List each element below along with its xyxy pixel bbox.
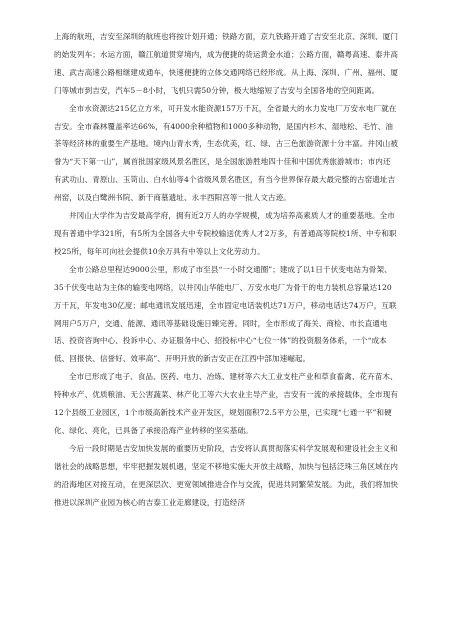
paragraph-resources: 全市水资源达215亿立方米，可开发水能资源157万千瓦，全省最大的水力发电厂万安水电厂就在吉安。全市森林覆盖率达66%，有4000余种植物和1000多种动物，是国内杉木、湿地松、毛竹、油茶等经济林的重要生产基地。境内山青水秀，生态优美，红、绿、古三色旅游资源十分丰富。井冈山被誉为“天下第一山”，属首批国家级风景名胜区，是全国旅游胜地四十佳和中国优秀旅游城市；市内还有武功山、青原山、玉笥山、白水仙等4个省级风景名胜区，有当今世界保存最大最完整的古窑遗址吉州窑，以及白鹭洲书院、新干商墓遗址、永丰西阳宫等一批人文古迹。 xyxy=(54,103,398,203)
paragraph-industry: 全市已形成了电子、食品、医药、电力、冶炼、建材等六大工业支柱产业和草食畜禽、花卉苗木、特种水产、优质粮油、无公害蔬菜、林产化工等六大农业主导产业，吉安有一流的承接载体，全市现有12个县级工业园区，1个市级高新技术产业开发区，规划面积72.5平方公里，已实现“七通一平”和硬化、绿化、亮化，已具备了承接沿海产业转移的坚实基础。 xyxy=(54,372,398,435)
paragraph-development: 今后一段时期是吉安加快发展的重要历史阶段，吉安将认真贯彻落实科学发展观和建设社会主义和谐社会的战略思想，牢牢把握发展机遇，坚定不移地实施大开放主战略，加快与包括泛珠三角区域在内的沿海地区对接互动，在更深层次、更宽领域推进合作与交流，促进共同繁荣发展。为此，我们将加快推进以深圳产业园为核心的吉泰工业走廊建设，打造经济 xyxy=(54,443,398,507)
paragraph-education: 井冈山大学作为吉安最高学府，拥有近2万人的办学规模，成为培养高素质人才的重要基地。全市现有普通中学321所，有5所为全国各大中专院校输送优秀人才2万多，有普通高等院校1所、中专和职校25所，每年可向社会提供10余万具有中等以上文化劳动力。 xyxy=(54,211,397,256)
document-body xyxy=(54,28,398,511)
paragraph-transport: 上海的航班，吉安至深圳的航班也将按计划开通；铁路方面，京九铁路开通了吉安至北京、深圳、厦门的始发列车；水运方面，赣江航道贯穿境内，成为便捷的货运黄金水道；公路方面，赣粤高速、泰井高速、武吉高速公路相继建成通车，快速便捷的立体交通网络已经形成。从上海、深圳、广州、福州、厦门等城市到吉安，汽车5－8小时，飞机只需50分钟，极大地缩短了吉安与全国各地的空间距离。 xyxy=(54,32,398,95)
paragraph-infrastructure: 全市公路总里程达9000公里，形成了市至县“一小时交通圈”；建成了以1日千伏变电站为骨架、35千伏变电站为主体的输变电网络，以井冈山华能电厂、万安水电厂为骨干的电力装机总容量达120万千瓦，年发电30亿度；邮电通讯发展迅速，全市固定电话装机达71万户，移动电话达74万户，互联网用户5万户，交通、能源、通讯等基础设施日臻完善。同时，全市形成了海关、商检、市长直通电话、投资咨询中心、投诉中心、办证服务中心、招投标中心“七位一体”的投资服务体系，一个“成本低、回报快、信誉好、效率高”、开明开放的新吉安正在江西中部加速崛起。 xyxy=(54,264,397,364)
